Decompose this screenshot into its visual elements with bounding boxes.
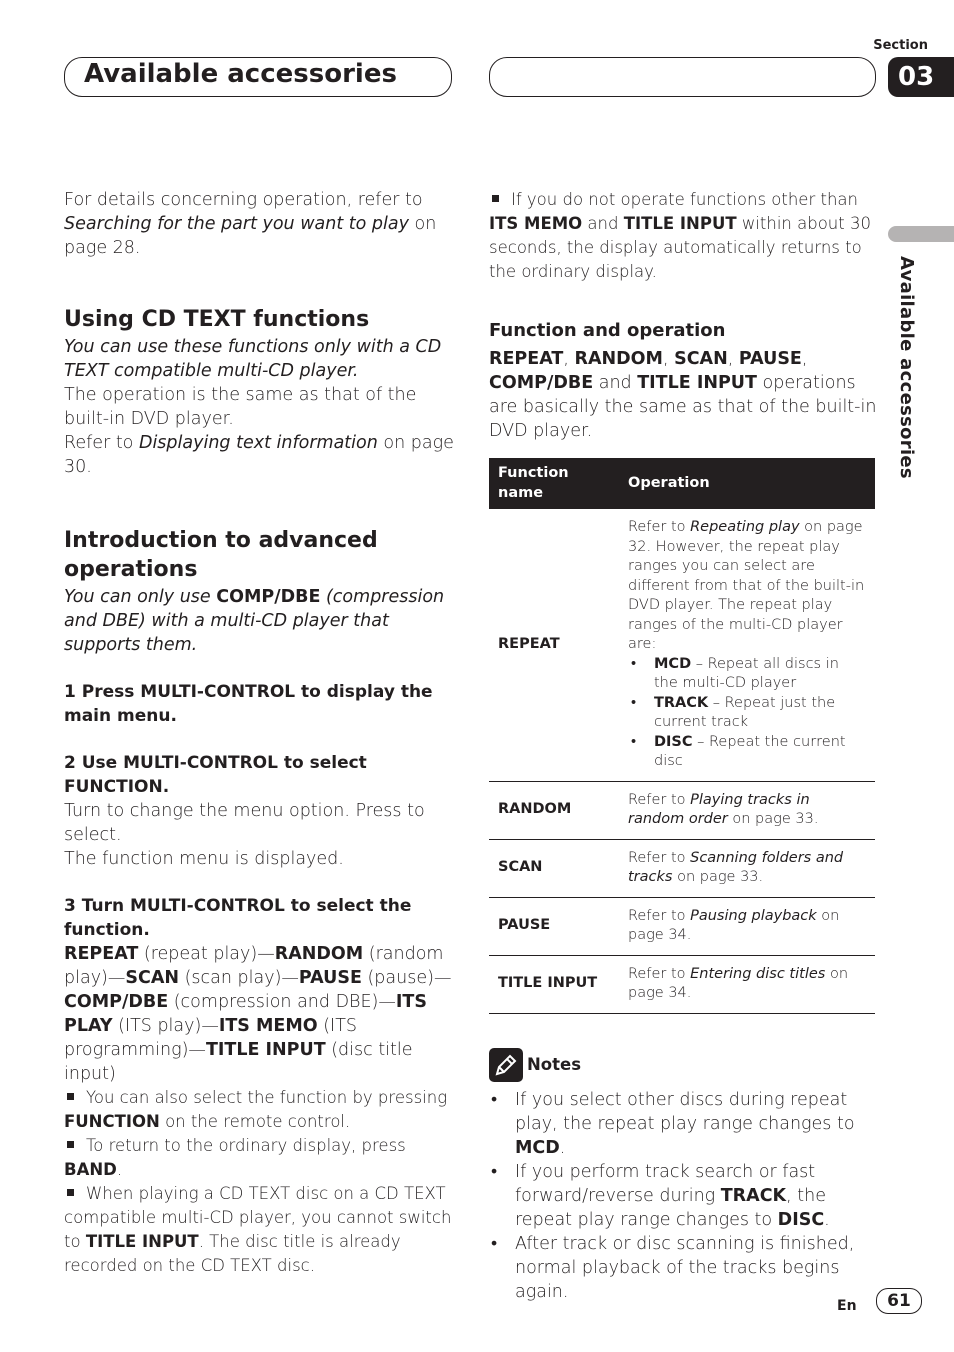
list-item: • DISC – Repeat the current disc [628, 733, 866, 772]
language-label: En [837, 1298, 857, 1314]
header-blank-frame [489, 57, 876, 97]
step-2: 2 Use MULTI-CONTROL to select FUNCTION. [64, 753, 367, 797]
function-table [489, 458, 875, 1014]
section-number-badge: 03 [888, 57, 954, 97]
col-operation: Operation [619, 458, 875, 509]
table-row [489, 839, 875, 897]
sidebar-tab-marker [888, 226, 954, 242]
step-2-p2: The function menu is displayed. [64, 849, 344, 869]
repeat-range-list [628, 655, 866, 772]
timeout-note: If you do not operate functions other than ITS MEMO and TITLE INPUT within about 30 seconds, the display automatically returns to the ordinary display. [489, 190, 871, 281]
function-name: SCAN [489, 839, 619, 897]
list-item: • If you perform track search or fast forward/reverse during TRACK, the repeat play range changes to DISC. [489, 1160, 877, 1232]
col-function-name: Function name [489, 458, 619, 509]
function-operation-heading: Function and operation [489, 320, 726, 341]
operation-cell: Refer to Repeating play on page 32. However, the repeat play ranges you can select are different from that of the built-in DVD player. The repeat play ranges of the multi-CD player are: • MCD – Repeat all discs in the multi-CD player • TRACK – Repeat just the current track • DISC – Repeat the current disc [619, 509, 875, 781]
operation-cell: Refer to Playing tracks in random order on page 33. [619, 781, 875, 839]
advanced-heading: Introduction to advanced operations [64, 528, 378, 582]
bullet-return-band: To return to the ordinary display, press BAND. [64, 1136, 406, 1179]
list-item: • TRACK – Repeat just the current track [628, 694, 866, 733]
function-name: TITLE INPUT [489, 955, 619, 1013]
advanced-note: You can only use COMP/DBE (compression and DBE) with a multi-CD player that supports them. [64, 587, 445, 655]
table-row [489, 955, 875, 1013]
sidebar-vertical-title: Available accessories [896, 256, 917, 479]
step-1: 1 Press MULTI-CONTROL to display the main menu. [64, 682, 433, 726]
bullet-remote-function: You can also select the function by pressing FUNCTION on the remote control. [64, 1088, 448, 1131]
notes-header [489, 1048, 877, 1082]
step-3: 3 Turn MULTI-CONTROL to select the function. [64, 896, 412, 940]
function-sequence: REPEAT (repeat play)—RANDOM (random play)—SCAN (scan play)—PAUSE (pause)—COMP/DBE (compression and DBE)—ITS PLAY (ITS play)—ITS MEMO (ITS programming)—TITLE INPUT (disc title input) [64, 944, 452, 1084]
pencil-note-icon [489, 1048, 523, 1082]
table-row [489, 897, 875, 955]
cd-text-p1: The operation is the same as that of the built-in DVD player. [64, 385, 417, 429]
step-2-p1: Turn to change the menu option. Press to select. [64, 801, 425, 845]
operation-cell: Refer to Entering disc titles on page 34. [619, 955, 875, 1013]
cd-text-p2: Refer to Displaying text information on page 30. [64, 433, 454, 477]
list-item: • If you select other discs during repeat play, the repeat play range changes to MCD. [489, 1088, 877, 1160]
section-label: Section [873, 38, 928, 53]
notes-heading: Notes [527, 1054, 582, 1074]
operation-cell: Refer to Scanning folders and tracks on page 33. [619, 839, 875, 897]
right-column [489, 188, 877, 1304]
page-title: Available accessories [84, 59, 397, 89]
function-name: REPEAT [489, 509, 619, 781]
operation-cell: Refer to Pausing playback on page 34. [619, 897, 875, 955]
intro-paragraph: For details concerning operation, refer to Searching for the part you want to play on page 28. [64, 190, 437, 258]
table-header-row [489, 458, 875, 509]
function-name: PAUSE [489, 897, 619, 955]
cd-text-heading: Using CD TEXT functions [64, 307, 370, 332]
notes-list [489, 1088, 877, 1304]
function-operation-text: REPEAT, RANDOM, SCAN, PAUSE, COMP/DBE and TITLE INPUT operations are basically the same as that of the built-in DVD player. [489, 349, 877, 441]
list-item: • After track or disc scanning is finished, normal playback of the tracks begins again. [489, 1232, 877, 1304]
left-column [64, 188, 454, 1278]
table-row [489, 509, 875, 781]
function-name: RANDOM [489, 781, 619, 839]
cd-text-note: You can use these functions only with a CD TEXT compatible multi-CD player. [64, 337, 442, 381]
table-row [489, 781, 875, 839]
page-number: 61 [876, 1288, 922, 1314]
bullet-cd-text: When playing a CD TEXT disc on a CD TEXT compatible multi-CD player, you cannot switch to TITLE INPUT. The disc title is already recorded on the CD TEXT disc. [64, 1184, 452, 1275]
list-item: • MCD – Repeat all discs in the multi-CD player [628, 655, 866, 694]
